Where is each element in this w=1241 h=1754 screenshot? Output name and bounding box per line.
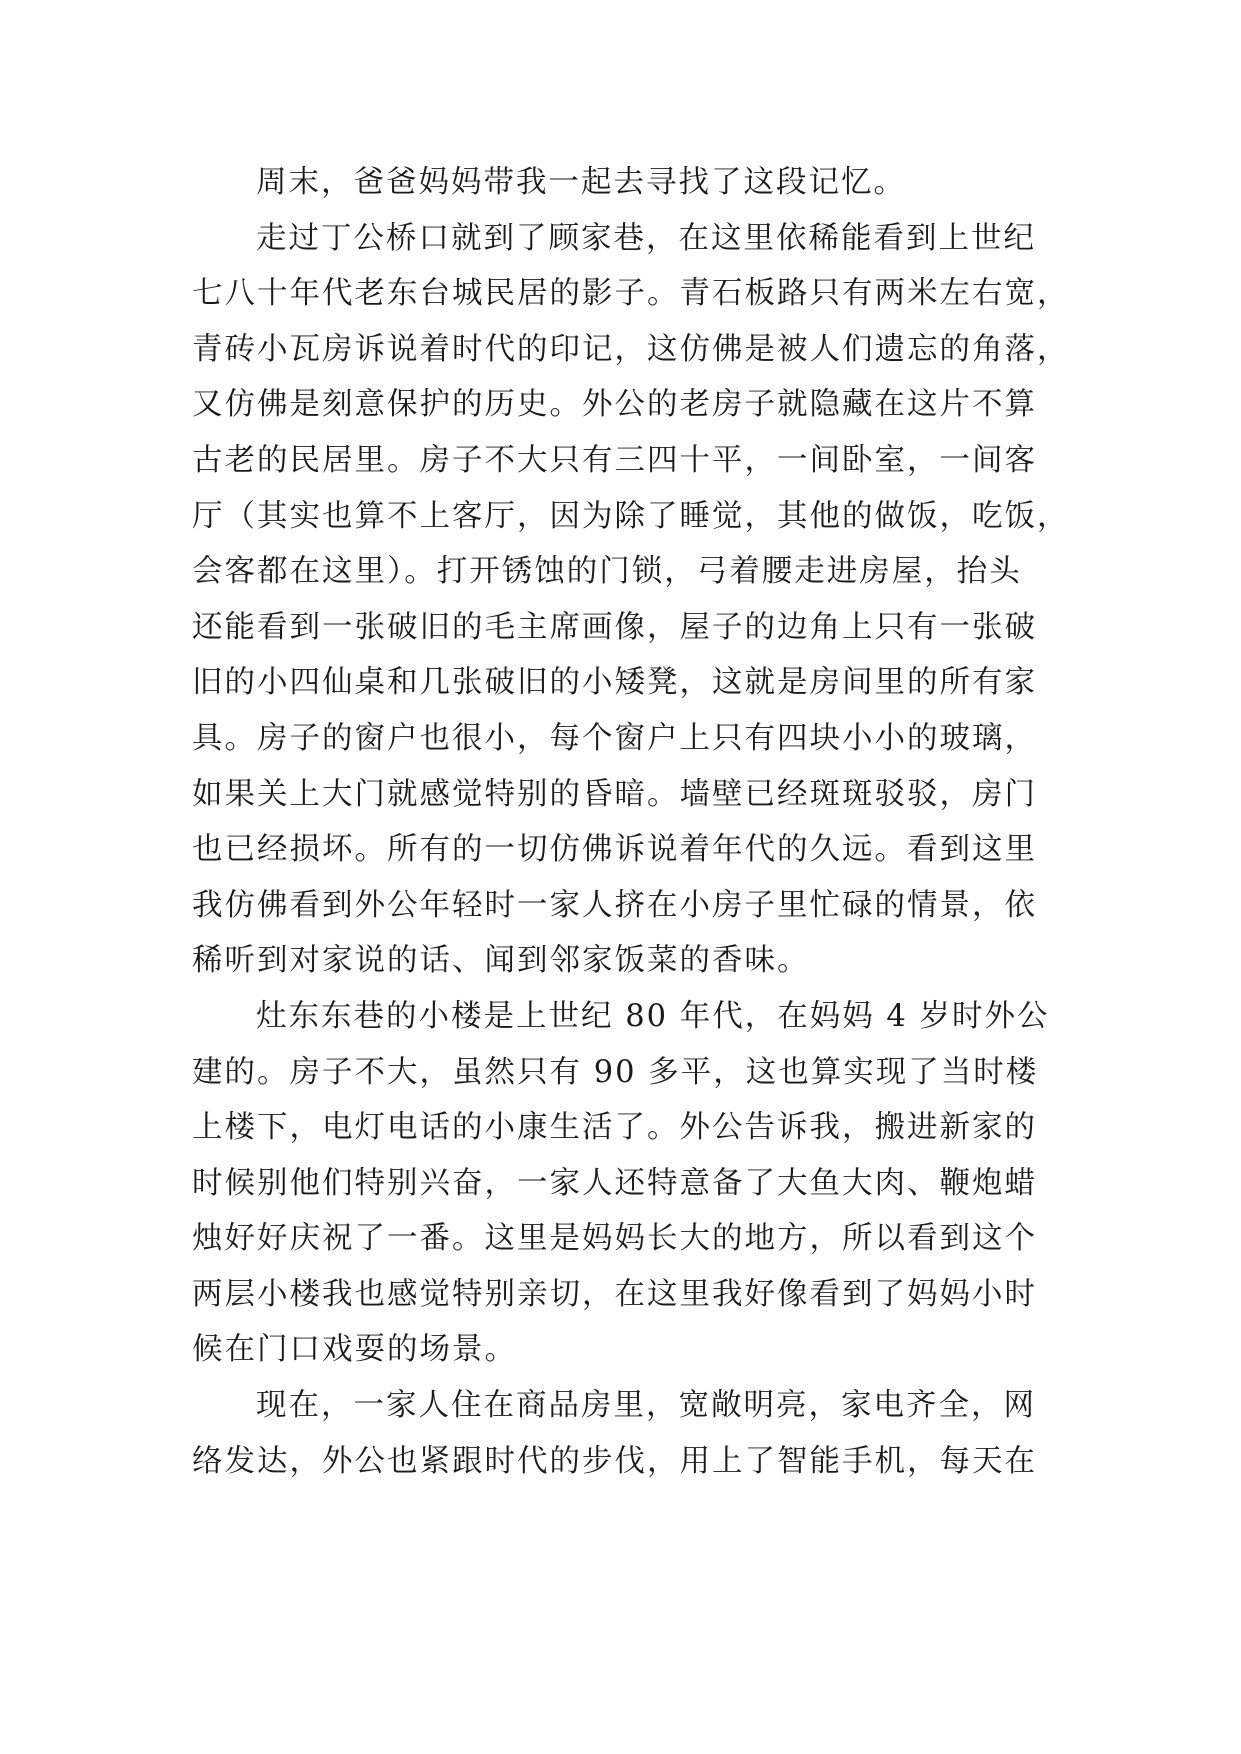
text-line: 灶东东巷的小楼是上世纪 80 年代，在妈妈 4 岁时外公 [256,998,1050,1034]
text-line: 时候别他们特别兴奋，一家人还特意备了大鱼大肉、鞭炮蜡 [192,1165,1037,1201]
text-line: 会客都在这里）。打开锈蚀的门锁，弓着腰走进房屋，抬头 [192,554,1022,590]
text-line: 又仿佛是刻意保护的历史。外公的老房子就隐藏在这片不算 [192,387,1037,423]
paragraph-4 [192,1378,1052,1489]
text-line: 具。房子的窗户也很小，每个窗户上只有四块小小的玻璃， [192,720,1037,756]
text-line: 七八十年代老东台城民居的影子。青石板路只有两米左右宽， [192,276,1070,312]
text-line: 还能看到一张破旧的毛主席画像，屋子的边角上只有一张破 [192,609,1037,645]
text-line: 上楼下，电灯电话的小康生活了。外公告诉我，搬进新家的 [192,1110,1037,1146]
text-line: 现在，一家人住在商品房里，宽敞明亮，家电齐全，网 [256,1388,1036,1424]
text-line: 我仿佛看到外公年轻时一家人挤在小房子里忙碌的情景，依 [192,887,1037,923]
text-line: 两层小楼我也感觉特别亲切，在这里我好像看到了妈妈小时 [192,1276,1037,1312]
paragraph-1 [192,155,1052,211]
paragraph-2 [192,211,1070,989]
text-line: 旧的小四仙桌和几张破旧的小矮凳，这就是房间里的所有家 [192,665,1037,701]
text-line: 候在门口戏耍的场景。 [192,1332,517,1368]
text-line: 走过丁公桥口就到了顾家巷，在这里依稀能看到上世纪 [256,220,1036,256]
text-line: 周末，爸爸妈妈带我一起去寻找了这段记忆。 [256,165,906,200]
text-line: 如果关上大门就感觉特别的昏暗。墙壁已经斑斑驳驳，房门 [192,776,1037,812]
text-line: 厅（其实也算不上客厅，因为除了睡觉，其他的做饭，吃饭， [192,498,1070,534]
text-line: 络发达，外公也紧跟时代的步伐，用上了智能手机，每天在 [192,1443,1037,1479]
document-body [192,155,1070,1489]
text-line: 古老的民居里。房子不大只有三四十平，一间卧室，一间客 [192,442,1037,478]
text-line: 烛好好庆祝了一番。这里是妈妈长大的地方，所以看到这个 [192,1221,1037,1257]
text-line: 青砖小瓦房诉说着时代的印记，这仿佛是被人们遗忘的角落， [192,331,1070,367]
text-line: 建的。房子不大，虽然只有 90 多平，这也算实现了当时楼 [192,1054,1039,1090]
text-line: 稀听到对家说的话、闻到邻家饭菜的香味。 [192,943,810,979]
paragraph-3 [192,989,1052,1378]
text-line: 也已经损坏。所有的一切仿佛诉说着年代的久远。看到这里 [192,832,1037,868]
